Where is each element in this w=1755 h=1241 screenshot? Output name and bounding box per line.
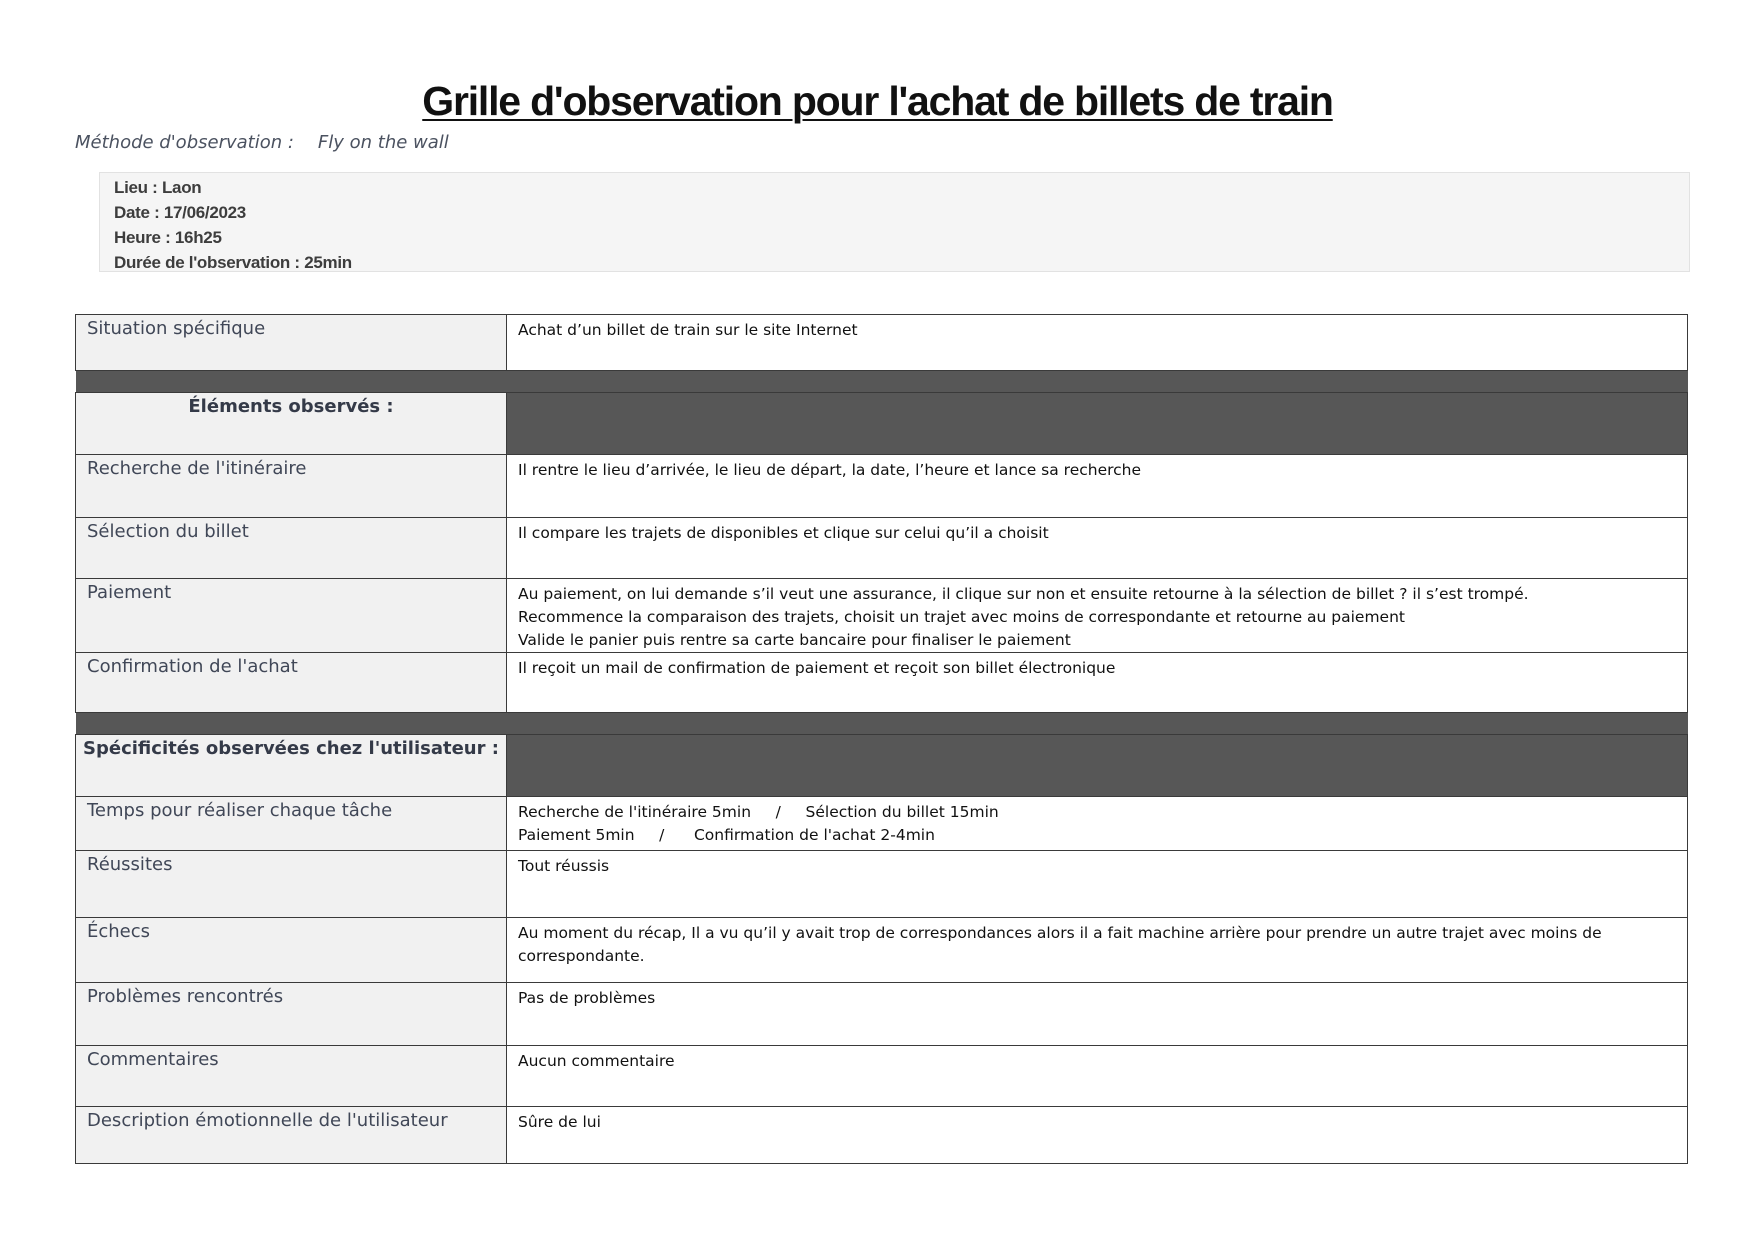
meta-date: Date : 17/06/2023 bbox=[114, 203, 246, 222]
row-value bbox=[507, 983, 1688, 1046]
row-label: Commentaires bbox=[76, 1046, 507, 1107]
row-label: Description émotionnelle de l'utilisateur bbox=[76, 1107, 507, 1164]
row-label: Sélection du billet bbox=[76, 518, 507, 579]
value-line: Achat d’un billet de train sur le site Internet bbox=[518, 321, 858, 339]
table-row bbox=[76, 315, 1688, 371]
meta-lieu: Lieu : Laon bbox=[114, 178, 202, 197]
row-value bbox=[507, 851, 1688, 918]
value-line: Au moment du récap, Il a vu qu’il y avait trop de correspondances alors il a fait machine arrière pour prendre un autre trajet avec moins de correspondante. bbox=[518, 924, 1602, 965]
section-title-elements: Éléments observés : bbox=[76, 393, 507, 455]
value-line: Il compare les trajets de disponibles et clique sur celui qu’il a choisit bbox=[518, 524, 1049, 542]
observation-info-box bbox=[99, 172, 1690, 272]
row-label: Problèmes rencontrés bbox=[76, 983, 507, 1046]
value-line: Au paiement, on lui demande s’il veut une assurance, il clique sur non et ensuite retourne à la sélection de billet ? il s’est trompé. bbox=[518, 585, 1529, 603]
row-label: Échecs bbox=[76, 918, 507, 983]
row-value bbox=[507, 315, 1688, 371]
row-label: Paiement bbox=[76, 579, 507, 653]
method-label: Méthode d'observation : bbox=[75, 132, 294, 153]
table-row bbox=[76, 653, 1688, 713]
row-value bbox=[507, 518, 1688, 579]
row-label: Confirmation de l'achat bbox=[76, 653, 507, 713]
meta-heure: Heure : 16h25 bbox=[114, 228, 222, 247]
row-value bbox=[507, 1107, 1688, 1164]
table-row bbox=[76, 983, 1688, 1046]
method-value: Fly on the wall bbox=[317, 132, 449, 153]
row-label: Recherche de l'itinéraire bbox=[76, 455, 507, 518]
value-line: Il reçoit un mail de confirmation de paiement et reçoit son billet électronique bbox=[518, 659, 1116, 677]
section-dark-cell bbox=[507, 393, 1688, 455]
row-label: Situation spécifique bbox=[76, 315, 507, 371]
table-row bbox=[76, 579, 1688, 653]
table-row bbox=[76, 1107, 1688, 1164]
table-row bbox=[76, 918, 1688, 983]
table-row bbox=[76, 797, 1688, 851]
document-title: Grille d'observation pour l'achat de billets de train bbox=[422, 78, 1333, 124]
observation-method bbox=[75, 132, 449, 153]
value-line: Il rentre le lieu d’arrivée, le lieu de départ, la date, l’heure et lance sa recherche bbox=[518, 461, 1142, 479]
table-row bbox=[76, 518, 1688, 579]
section-header-row bbox=[76, 393, 1688, 455]
value-line: Recommence la comparaison des trajets, choisit un trajet avec moins de correspondante et retourne au paiement bbox=[518, 608, 1405, 626]
separator-row bbox=[76, 713, 1688, 735]
observation-grid bbox=[75, 314, 1688, 1164]
value-line: Tout réussis bbox=[518, 857, 610, 875]
separator-cell bbox=[76, 371, 1688, 393]
row-label: Temps pour réaliser chaque tâche bbox=[76, 797, 507, 851]
section-dark-cell bbox=[507, 735, 1688, 797]
row-value bbox=[507, 918, 1688, 983]
table-row bbox=[76, 455, 1688, 518]
value-line: Pas de problèmes bbox=[518, 989, 656, 1007]
table-row bbox=[76, 1046, 1688, 1107]
section-title-specificites: Spécificités observées chez l'utilisateur : bbox=[76, 735, 507, 797]
value-line: Recherche de l'itinéraire 5min / Sélection du billet 15min bbox=[518, 803, 999, 821]
row-label: Réussites bbox=[76, 851, 507, 918]
row-value bbox=[507, 455, 1688, 518]
value-line: Valide le panier puis rentre sa carte bancaire pour finaliser le paiement bbox=[518, 631, 1071, 649]
separator-cell bbox=[76, 713, 1688, 735]
value-line: Paiement 5min / Confirmation de l'achat 2-4min bbox=[518, 826, 935, 844]
row-value bbox=[507, 579, 1688, 653]
meta-duree: Durée de l'observation : 25min bbox=[114, 253, 352, 272]
section-header-row bbox=[76, 735, 1688, 797]
table-row bbox=[76, 851, 1688, 918]
value-line: Sûre de lui bbox=[518, 1113, 601, 1131]
row-value bbox=[507, 797, 1688, 851]
row-value bbox=[507, 653, 1688, 713]
value-line: Aucun commentaire bbox=[518, 1052, 675, 1070]
separator-row bbox=[76, 371, 1688, 393]
row-value bbox=[507, 1046, 1688, 1107]
